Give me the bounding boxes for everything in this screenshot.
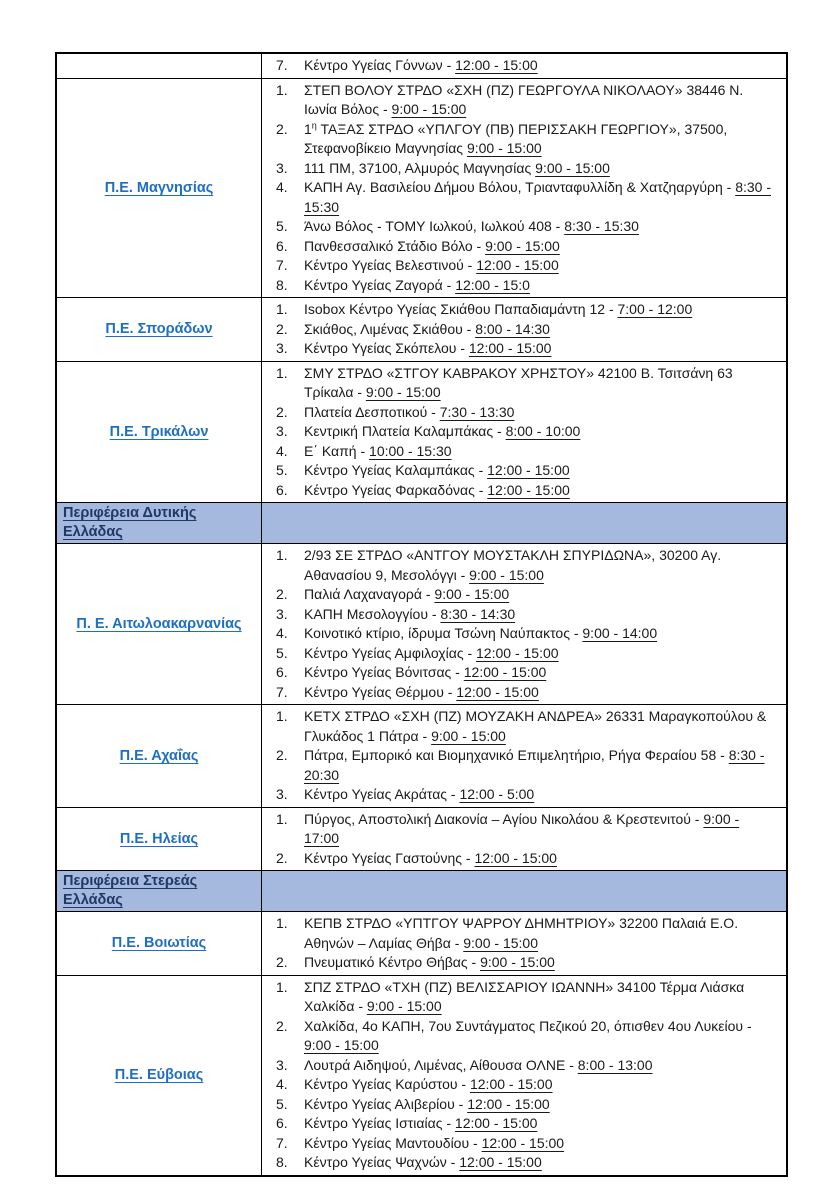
item-time: 10:00 - 15:30 (369, 442, 452, 459)
item-time: 12:00 - 5:00 (459, 786, 535, 802)
region-cell (57, 808, 262, 871)
item-time: 12:00 - 15:00 (454, 1115, 538, 1131)
item-text: Πάτρα, Εμπορικό και Βιομηχανικό Επιμελητήριο, Ρήγα Φεραίου 58 - 8:30 - 20:30 (304, 747, 765, 783)
list-item (262, 442, 778, 462)
band-row (57, 871, 786, 912)
item-number: 5. (276, 644, 288, 661)
item-number: 3. (276, 1056, 288, 1073)
list-item (262, 300, 778, 320)
region-link[interactable]: Π.Ε. Τρικάλων (109, 423, 209, 440)
item-text: Κέντρο Υγείας Καρύστου - 12:00 - 15:00 (304, 1076, 553, 1092)
region-link[interactable]: Π. Ε. Αιτωλοακαρνανίας (76, 616, 242, 632)
list-item (262, 605, 778, 625)
item-number: 2. (276, 586, 288, 602)
item-time: 9:00 - 17:00 (304, 810, 740, 846)
item-text: Σκιάθος, Λιμένας Σκιάθου - 8:00 - 14:30 (304, 320, 550, 337)
item-number: 5. (276, 1095, 288, 1112)
item-number: 3. (276, 340, 288, 356)
list-item (262, 461, 778, 481)
region-link[interactable]: Π.Ε. Μαγνησίας (104, 179, 214, 196)
list-item (262, 810, 778, 849)
region-cell (57, 298, 262, 361)
item-time: 12:00 - 15:00 (476, 257, 559, 273)
item-time: 9:00 - 15:00 (535, 159, 610, 176)
item-time: 12:00 - 15:00 (474, 849, 557, 866)
band-label-cell (57, 503, 262, 543)
region-cell (57, 705, 262, 807)
ordinal-superscript: η (311, 119, 317, 130)
item-time: 9:00 - 15:00 (480, 954, 555, 970)
list-item (262, 624, 778, 644)
list-item (262, 403, 778, 423)
item-number: 3. (276, 159, 288, 176)
list-item (262, 364, 778, 403)
item-text: Ε΄ Καπή - 10:00 - 15:30 (304, 442, 452, 459)
list-item (262, 217, 778, 237)
list-item (262, 56, 778, 76)
item-text: Κέντρο Υγείας Ακράτας - 12:00 - 5:00 (304, 786, 535, 802)
item-time: 12:00 - 15:00 (459, 1154, 542, 1170)
item-number: 2. (276, 849, 288, 866)
item-time: 9:00 - 15:00 (485, 237, 560, 254)
item-number: 6. (276, 237, 288, 254)
item-number: 7. (276, 1134, 288, 1151)
items-cell (262, 705, 786, 807)
item-time: 12:00 - 15:00 (487, 462, 570, 478)
item-time: 7:00 - 12:00 (617, 301, 693, 317)
region-link[interactable]: Π.Ε. Εύβοιας (114, 1067, 204, 1083)
region-link[interactable]: Π.Ε. Αχαΐας (119, 747, 199, 764)
item-time: 8:30 - 15:30 (564, 218, 639, 234)
item-text: Παλιά Λαχαναγορά - 9:00 - 15:00 (304, 586, 510, 602)
item-time: 12:00 - 15:00 (487, 481, 570, 498)
item-time: 8:00 - 13:00 (577, 1056, 653, 1073)
item-number: 7. (276, 257, 288, 273)
band-empty-cell (262, 871, 786, 911)
item-text: Κέντρο Υγείας Αλιβερίου - 12:00 - 15:00 (304, 1095, 550, 1112)
item-number: 6. (276, 664, 288, 680)
item-time: 12:00 - 15:00 (455, 57, 538, 73)
list-item (262, 849, 778, 869)
item-number: 2. (276, 120, 288, 137)
item-time: 9:00 - 15:00 (469, 566, 544, 583)
item-time: 8:00 - 14:30 (475, 320, 550, 337)
band-label: Περιφέρεια Στερεάς Ελλάδας (63, 873, 198, 908)
item-text: ΚΕΤΧ ΣΤΡΔΟ «ΣΧΗ (ΠΖ) ΜΟΥΖΑΚΗ ΑΝΔΡΕΑ» 26331 Μαραγκοπούλου & Γλυκάδος 1 Πάτρα - 9:00 - 15:00 (304, 708, 767, 744)
list-item (262, 237, 778, 257)
item-text: Λουτρά Αιδηψού, Λιμένας, Αίθουσα ΟΛΝΕ - 8:00 - 13:00 (304, 1056, 653, 1073)
item-text: Κέντρο Υγείας Σκόπελου - 12:00 - 15:00 (304, 340, 552, 356)
region-row (57, 705, 786, 808)
list-item (262, 953, 778, 973)
item-time: 9:00 - 15:00 (304, 1037, 379, 1053)
list-item (262, 914, 778, 953)
item-number: 5. (276, 462, 288, 478)
item-text: Isobox Κέντρο Υγείας Σκιάθου Παπαδιαμάντη 12 - 7:00 - 12:00 (304, 301, 693, 317)
item-time: 9:00 - 15:00 (391, 101, 467, 117)
item-number: 4. (276, 625, 288, 641)
region-row (57, 976, 786, 1175)
region-cell (57, 54, 262, 78)
item-number: 3. (276, 423, 288, 439)
item-number: 2. (276, 403, 288, 420)
list-item (262, 644, 778, 664)
item-text: Άνω Βόλος - ΤΟΜΥ Ιωλκού, Ιωλκού 408 - 8:30 - 15:30 (304, 218, 639, 234)
list-item (262, 422, 778, 442)
region-cell (57, 544, 262, 704)
vaccination-schedule-table (55, 52, 788, 1177)
items-cell (262, 54, 786, 78)
items-cell (262, 298, 786, 361)
item-number: 2. (276, 320, 288, 337)
item-text: ΣΜΥ ΣΤΡΔΟ «ΣΤΓΟΥ ΚΑΒΡΑΚΟΥ ΧΡΗΣΤΟΥ» 42100 Β. Τσιτσάνη 63 Τρίκαλα - 9:00 - 15:00 (304, 364, 733, 400)
list-item (262, 481, 778, 501)
item-number: 2. (276, 747, 288, 763)
item-text: 111 ΠΜ, 37100, Αλμυρός Μαγνησίας 9:00 - 15:00 (304, 159, 610, 176)
list-item (262, 320, 778, 340)
list-item (262, 1114, 778, 1134)
item-number: 1. (276, 978, 288, 995)
item-number: 4. (276, 179, 288, 195)
item-text: Πύργος, Αποστολική Διακονία – Αγίου Νικολάου & Κρεστενιτού - 9:00 - 17:00 (304, 810, 740, 846)
list-item (262, 683, 778, 703)
item-time: 12:00 - 15:00 (469, 1076, 553, 1092)
item-number: 5. (276, 218, 288, 234)
list-item (262, 339, 778, 359)
list-item (262, 585, 778, 605)
region-row (57, 79, 786, 299)
item-number: 1. (276, 810, 288, 827)
item-number: 7. (276, 683, 288, 700)
list-item (262, 1153, 778, 1173)
region-row (57, 544, 786, 705)
item-number: 1. (276, 708, 288, 724)
list-item (262, 120, 778, 159)
region-row (57, 808, 786, 872)
region-row (57, 362, 786, 504)
item-text: Κέντρο Υγείας Βελεστινού - 12:00 - 15:00 (304, 257, 559, 273)
item-text: Κέντρο Υγείας Φαρκαδόνας - 12:00 - 15:00 (304, 481, 570, 498)
item-time: 7:30 - 13:30 (439, 403, 515, 420)
item-time: 9:00 - 15:00 (434, 586, 510, 602)
item-text: Κέντρο Υγείας Γαστούνης - 12:00 - 15:00 (304, 849, 557, 866)
band-label-cell (57, 871, 262, 911)
item-text: Κέντρο Υγείας Αμφιλοχίας - 12:00 - 15:00 (304, 644, 559, 661)
region-cell (57, 912, 262, 975)
item-time: 12:00 - 15:00 (476, 644, 559, 661)
list-item (262, 276, 778, 296)
items-cell (262, 976, 786, 1175)
item-number: 8. (276, 1154, 288, 1170)
item-text: Χαλκίδα, 4ο ΚΑΠΗ, 7ου Συντάγματος Πεζικού 20, όπισθεν 4ου Λυκείου - 9:00 - 15:00 (304, 1017, 752, 1053)
item-number: 2. (276, 1017, 288, 1034)
band-empty-cell (262, 503, 786, 543)
item-text: ΚΕΠΒ ΣΤΡΔΟ «ΥΠΤΓΟΥ ΨΑΡΡΟΥ ΔΗΜΗΤΡΙΟΥ» 32200 Παλαιά Ε.Ο. Αθηνών – Λαμίας Θήβα - 9:00 - 15:00 (304, 915, 739, 951)
list-item (262, 546, 778, 585)
region-link[interactable]: Π.Ε. Βοιωτίας (111, 935, 207, 952)
item-time: 12:00 - 15:00 (481, 1134, 565, 1151)
item-number: 6. (276, 481, 288, 498)
list-item (262, 663, 778, 683)
item-number: 1. (276, 81, 288, 98)
item-text: Κέντρο Υγείας Ψαχνών - 12:00 - 15:00 (304, 1154, 542, 1170)
region-link[interactable]: Π.Ε. Ηλείας (119, 830, 199, 847)
item-time: 8:30 - 15:30 (304, 179, 771, 215)
item-number: 1. (276, 364, 288, 381)
item-number: 8. (276, 276, 288, 293)
item-text: $1^\eta$ ΤΑΞΑΣ ΣΤΡΔΟ «ΥΠΛΓΟΥ (ΠΒ) ΠΕΡΙΣΣΑΚΗ ΓΕΩΡΓΙΟΥ», 37500, Στεφανοβίκειο Μαγνησίας 9:00 - 15:00 (304, 119, 728, 156)
band-row (57, 503, 786, 544)
region-cell (57, 79, 262, 298)
item-time: 9:00 - 15:00 (463, 934, 538, 951)
list-item (262, 159, 778, 179)
item-time: 9:00 - 14:00 (582, 625, 658, 641)
list-item (262, 81, 778, 120)
list-item (262, 1017, 778, 1056)
item-number: 6. (276, 1115, 288, 1131)
items-cell (262, 544, 786, 704)
region-cell (57, 362, 262, 503)
item-text: Κεντρική Πλατεία Καλαμπάκας - 8:00 - 10:00 (304, 423, 581, 439)
list-item (262, 1056, 778, 1076)
item-text: ΚΑΠΗ Αγ. Βασιλείου Δήμου Βόλου, Τριανταφυλλίδη & Χατζηαργύρη - 8:30 - 15:30 (304, 179, 771, 215)
item-text: ΚΑΠΗ Μεσολογγίου - 8:30 - 14:30 (304, 605, 516, 622)
item-text: ΣΠΖ ΣΤΡΔΟ «ΤΧΗ (ΠΖ) ΒΕΛΙΣΣΑΡΙΟΥ ΙΩΑΝΝΗ» 34100 Τέρμα Λιάσκα Χαλκίδα - 9:00 - 15:00 (304, 978, 745, 1014)
item-time: 9:00 - 15:00 (466, 140, 542, 156)
region-link[interactable]: Π.Ε. Σποράδων (105, 321, 213, 338)
item-text: Κέντρο Υγείας Καλαμπάκας - 12:00 - 15:00 (304, 462, 570, 478)
item-text: Κέντρο Υγείας Ζαγορά - 12:00 - 15:0 (304, 276, 530, 293)
item-time: 9:00 - 15:00 (366, 998, 442, 1014)
item-number: 4. (276, 442, 288, 459)
item-number: 1. (276, 301, 288, 317)
item-number: 2. (276, 954, 288, 970)
item-number: 7. (276, 57, 288, 73)
item-time: 12:00 - 15:00 (468, 340, 552, 356)
item-text: Κοινοτικό κτίριο, ίδρυμα Τσώνη Ναύπακτος - 9:00 - 14:00 (304, 625, 658, 641)
item-time: 9:00 - 15:00 (431, 727, 506, 744)
items-cell (262, 79, 786, 298)
list-item (262, 978, 778, 1017)
items-cell (262, 362, 786, 503)
item-number: 1. (276, 915, 288, 931)
list-item (262, 707, 778, 746)
item-time: 8:00 - 10:00 (505, 423, 581, 439)
item-text: Κέντρο Υγείας Μαντουδίου - 12:00 - 15:00 (304, 1134, 565, 1151)
items-cell (262, 912, 786, 975)
item-text: Πνευματικό Κέντρο Θήβας - 9:00 - 15:00 (304, 954, 555, 970)
item-time: 12:00 - 15:00 (456, 683, 539, 700)
list-item (262, 256, 778, 276)
region-row (57, 54, 786, 79)
list-item (262, 746, 778, 785)
item-text: 2/93 ΣΕ ΣΤΡΔΟ «ΑΝΤΓΟΥ ΜΟΥΣΤΑΚΛΗ ΣΠΥΡΙΔΩΝΑ», 30200 Αγ. Αθανασίου 9, Μεσολόγγι - 9:00 - 15:00 (304, 547, 722, 583)
item-text: Κέντρο Υγείας Θέρμου - 12:00 - 15:00 (304, 683, 539, 700)
list-item (262, 785, 778, 805)
list-item (262, 1095, 778, 1115)
item-time: 12:00 - 15:0 (455, 276, 530, 293)
item-time: 12:00 - 15:00 (463, 664, 547, 680)
items-cell (262, 808, 786, 871)
region-row (57, 298, 786, 362)
item-text: Κέντρο Υγείας Βόνιτσας - 12:00 - 15:00 (304, 664, 547, 680)
item-time: 12:00 - 15:00 (467, 1095, 550, 1112)
item-number: 3. (276, 605, 288, 622)
item-number: 4. (276, 1076, 288, 1092)
item-time: 8:30 - 20:30 (304, 747, 765, 783)
item-number: 1. (276, 547, 288, 563)
item-text: Κέντρο Υγείας Γόννων - 12:00 - 15:00 (304, 57, 538, 73)
item-text: Πλατεία Δεσποτικού - 7:30 - 13:30 (304, 403, 515, 420)
region-cell (57, 976, 262, 1175)
item-text: Κέντρο Υγείας Ιστιαίας - 12:00 - 15:00 (304, 1115, 538, 1131)
item-text: Πανθεσσαλικό Στάδιο Βόλο - 9:00 - 15:00 (304, 237, 560, 254)
region-row (57, 912, 786, 976)
list-item (262, 1134, 778, 1154)
list-item (262, 178, 778, 217)
band-label: Περιφέρεια Δυτικής Ελλάδας (63, 505, 197, 540)
item-time: 8:30 - 14:30 (440, 605, 516, 622)
item-number: 3. (276, 786, 288, 802)
item-text: ΣΤΕΠ ΒΟΛΟΥ ΣΤΡΔΟ «ΣΧΗ (ΠΖ) ΓΕΩΡΓΟΥΛΑ ΝΙΚΟΛΑΟΥ» 38446 Ν. Ιωνία Βόλος - 9:00 - 15:00 (304, 81, 744, 117)
list-item (262, 1075, 778, 1095)
item-time: 9:00 - 15:00 (365, 384, 441, 400)
